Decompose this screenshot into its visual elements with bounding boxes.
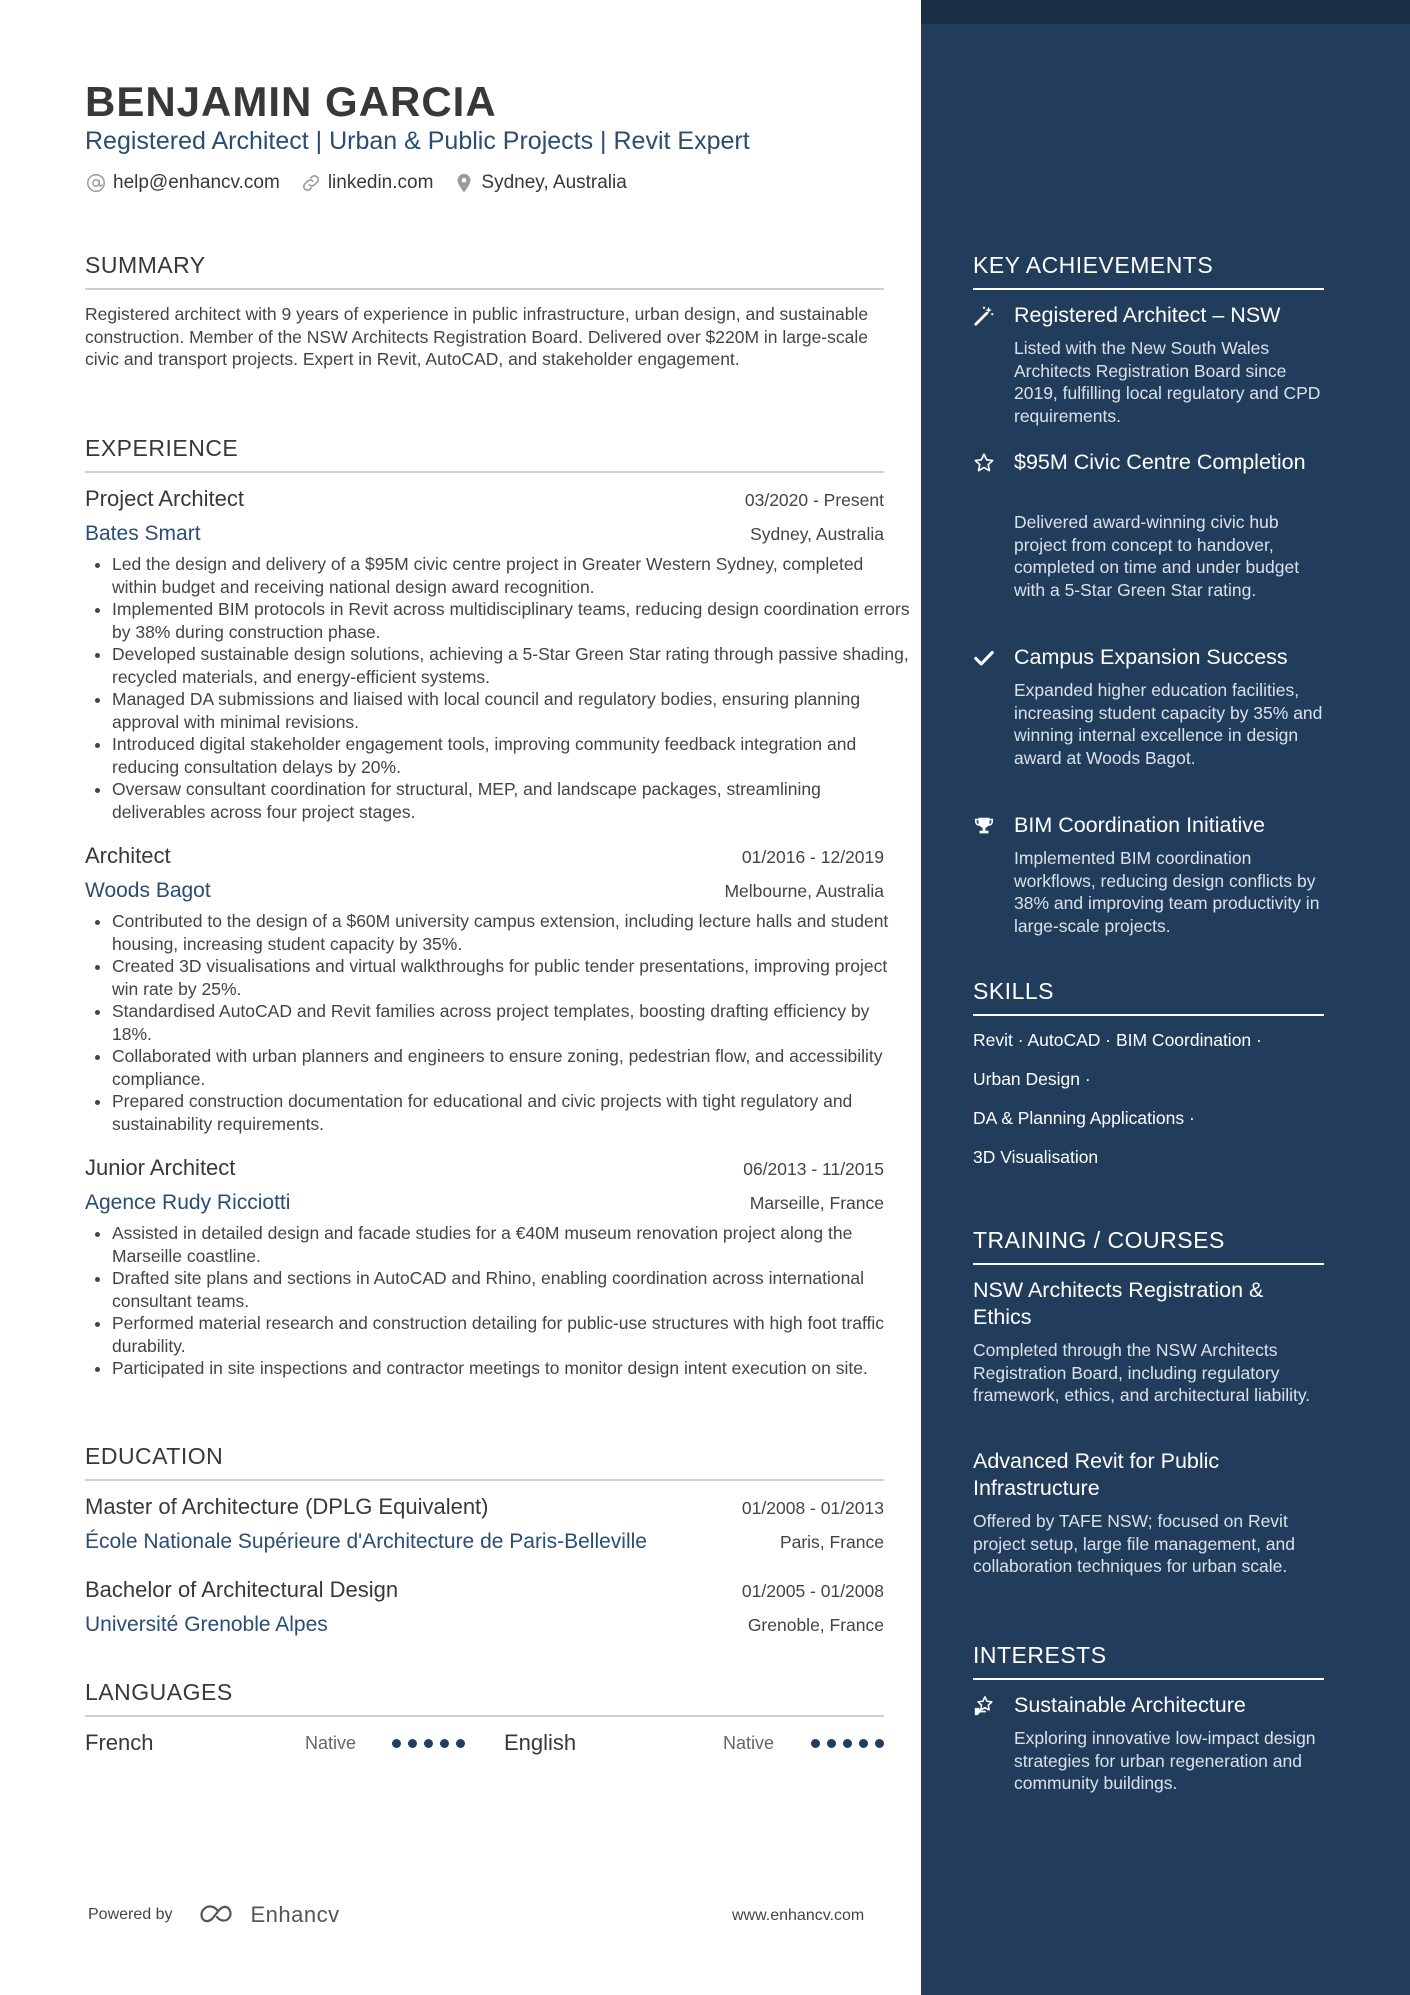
job-location: Marseille, France bbox=[749, 1193, 884, 1213]
skills-heading: SKILLS bbox=[973, 978, 1324, 1016]
brand-name: Enhancv bbox=[250, 1902, 340, 1927]
list-item: • Oversaw consultant coordination for structural, MEP, and landscape packages, streamlining deliverables across four project stages. bbox=[112, 778, 911, 823]
degree-dates: 01/2008 - 01/2013 bbox=[741, 1498, 884, 1518]
star-outline-icon bbox=[973, 452, 995, 474]
achievement-title: Campus Expansion Success bbox=[1014, 645, 1288, 669]
interests-heading: INTERESTS bbox=[973, 1642, 1324, 1680]
email-text: help@enhancv.com bbox=[113, 172, 280, 193]
language-level: Native bbox=[723, 1733, 775, 1753]
job-title: Junior Architect bbox=[85, 1155, 236, 1180]
rating-dot bbox=[440, 1739, 449, 1748]
education-header bbox=[85, 1494, 884, 1520]
language-name: French bbox=[85, 1730, 154, 1755]
contact-bar bbox=[85, 172, 627, 194]
education-heading: EDUCATION bbox=[85, 1443, 884, 1481]
list-item: • Performed material research and construction detailing for public-use structures with high foot traffic durability. bbox=[112, 1312, 911, 1357]
powered-by-text: Powered by bbox=[88, 1906, 173, 1923]
list-item: • Introduced digital stakeholder engagement tools, improving community feedback integration and reducing consultation delays by 20%. bbox=[112, 733, 911, 778]
degree-dates: 01/2005 - 01/2008 bbox=[741, 1581, 884, 1601]
achievement-title: Registered Architect – NSW bbox=[1014, 303, 1281, 327]
language-rating bbox=[392, 1739, 465, 1748]
achievement-title: $95M Civic Centre Completion bbox=[1014, 450, 1306, 474]
training-heading: TRAINING / COURSES bbox=[973, 1227, 1324, 1265]
degree-title: Master of Architecture (DPLG Equivalent) bbox=[85, 1494, 489, 1519]
job-title: Project Architect bbox=[85, 486, 244, 511]
school-location: Grenoble, France bbox=[747, 1615, 884, 1635]
achievement-desc: Implemented BIM coordination workflows, reducing design conflicts by 38% and improving team productivity in large-scale projects. bbox=[1014, 848, 1320, 936]
job-dates: 06/2013 - 11/2015 bbox=[743, 1159, 884, 1179]
rating-dot bbox=[456, 1739, 465, 1748]
candidate-tagline: Registered Architect | Urban & Public Projects | Revit Expert bbox=[85, 127, 750, 155]
list-item: • Prepared construction documentation for educational and civic projects with tight regulatory and sustainability requirements. bbox=[112, 1090, 911, 1135]
rating-dot bbox=[843, 1739, 852, 1748]
achievement-desc: Expanded higher education facilities, increasing student capacity by 35% and winning internal excellence in design award at Woods Bagot. bbox=[1014, 680, 1323, 768]
language-item bbox=[85, 1730, 153, 1756]
contact-linkedin[interactable] bbox=[300, 172, 434, 194]
language-level: Native bbox=[305, 1733, 357, 1753]
link-icon bbox=[300, 172, 322, 194]
job-header bbox=[85, 1155, 884, 1181]
rating-dot bbox=[875, 1739, 884, 1748]
sidebar-top-bar bbox=[921, 0, 1410, 24]
job-bullets bbox=[85, 553, 911, 823]
degree-title: Bachelor of Architectural Design bbox=[85, 1577, 399, 1602]
list-item: • Led the design and delivery of a $95M civic centre project in Greater Western Sydney, completed within budget and receiving national design award recognition. bbox=[112, 553, 911, 598]
rating-dot bbox=[827, 1739, 836, 1748]
list-item: • Managed DA submissions and liaised with local council and regulatory bodies, ensuring planning approval with minimal revisions. bbox=[112, 688, 911, 733]
list-item: • Standardised AutoCAD and Revit families across project templates, boosting drafting efficiency by 18%. bbox=[112, 1000, 911, 1045]
education-school-row bbox=[85, 1613, 884, 1637]
rating-dot bbox=[859, 1739, 868, 1748]
trophy-icon bbox=[973, 815, 995, 837]
summary-heading: SUMMARY bbox=[85, 252, 884, 290]
job-location: Sydney, Australia bbox=[750, 524, 884, 544]
rating-dots bbox=[392, 1739, 465, 1748]
interest-title: Sustainable Architecture bbox=[1014, 1693, 1246, 1717]
rating-dot bbox=[408, 1739, 417, 1748]
star-hand-icon bbox=[973, 1695, 995, 1717]
rating-dot bbox=[424, 1739, 433, 1748]
achievements-heading: KEY ACHIEVEMENTS bbox=[973, 252, 1324, 290]
location-text: Sydney, Australia bbox=[481, 172, 627, 193]
list-item: • Implemented BIM protocols in Revit across multidisciplinary teams, reducing design coordination errors by 38% during construction phase. bbox=[112, 598, 911, 643]
job-dates: 03/2020 - Present bbox=[744, 490, 884, 510]
enhancv-logo-icon bbox=[197, 1902, 243, 1928]
location-pin-icon bbox=[453, 172, 475, 194]
rating-dots bbox=[811, 1739, 884, 1748]
footer bbox=[88, 1902, 340, 1928]
school-name: École Nationale Supérieure d'Architecture de Paris-Belleville bbox=[85, 1530, 647, 1553]
language-name: English bbox=[504, 1730, 577, 1755]
job-company-row bbox=[85, 1191, 884, 1215]
job-location: Melbourne, Australia bbox=[724, 881, 884, 901]
course-title: Advanced Revit for Public Infrastructure bbox=[973, 1449, 1220, 1500]
job-header bbox=[85, 843, 884, 869]
contact-email[interactable] bbox=[85, 172, 280, 194]
languages-heading: LANGUAGES bbox=[85, 1679, 884, 1717]
rating-dot bbox=[392, 1739, 401, 1748]
language-item bbox=[504, 1730, 576, 1756]
experience-heading: EXPERIENCE bbox=[85, 435, 884, 473]
linkedin-text: linkedin.com bbox=[327, 172, 434, 193]
job-bullets bbox=[85, 910, 911, 1135]
list-item: • Collaborated with urban planners and engineers to ensure zoning, pedestrian flow, and accessibility compliance. bbox=[112, 1045, 911, 1090]
course-desc: Offered by TAFE NSW; focused on Revit project setup, large file management, and collaboration techniques for urban scale. bbox=[973, 1511, 1295, 1576]
job-dates: 01/2016 - 12/2019 bbox=[741, 847, 884, 867]
education-school-row bbox=[85, 1530, 884, 1554]
rating-dot bbox=[811, 1739, 820, 1748]
achievement-desc: Delivered award-winning civic hub project from concept to handover, completed on time and under budget with a 5-Star Green Star rating. bbox=[1014, 512, 1300, 600]
list-item: • Drafted site plans and sections in AutoCAD and Rhino, enabling coordination across international consultant teams. bbox=[112, 1267, 911, 1312]
skill-line: 3D Visualisation bbox=[973, 1147, 1099, 1167]
job-title: Architect bbox=[85, 843, 171, 868]
language-rating bbox=[811, 1739, 884, 1748]
job-company-row bbox=[85, 879, 884, 903]
language-level-wrap bbox=[723, 1733, 774, 1754]
course-desc: Completed through the NSW Architects Registration Board, including regulatory framework, ethics, and architectural liability. bbox=[973, 1340, 1311, 1405]
school-name: Université Grenoble Alpes bbox=[85, 1613, 328, 1636]
list-item: • Contributed to the design of a $60M university campus extension, including lecture halls and student housing, increasing student capacity by 35%. bbox=[112, 910, 911, 955]
job-company-row bbox=[85, 522, 884, 546]
skill-line: DA & Planning Applications · bbox=[973, 1108, 1195, 1128]
checkmark-icon bbox=[973, 647, 995, 669]
list-item: • Assisted in detailed design and facade studies for a €40M museum renovation project along the Marseille coastline. bbox=[112, 1222, 911, 1267]
achievement-title: BIM Coordination Initiative bbox=[1014, 813, 1265, 837]
language-level-wrap bbox=[305, 1733, 356, 1754]
skill-line: Revit · AutoCAD · BIM Coordination · bbox=[973, 1030, 1262, 1050]
school-location: Paris, France bbox=[779, 1532, 884, 1552]
brand-logo[interactable] bbox=[197, 1902, 340, 1928]
achievement-desc: Listed with the New South Wales Architects Registration Board since 2019, fulfilling local regulatory and CPD requirements. bbox=[1014, 338, 1321, 426]
interest-desc: Exploring innovative low-impact design strategies for urban regeneration and community buildings. bbox=[1014, 1728, 1316, 1793]
job-company: Agence Rudy Ricciotti bbox=[85, 1191, 291, 1214]
at-icon bbox=[85, 172, 107, 194]
languages-row bbox=[85, 1730, 884, 1760]
skill-line: Urban Design · bbox=[973, 1069, 1091, 1089]
job-header bbox=[85, 486, 884, 512]
course-title: NSW Architects Registration & Ethics bbox=[973, 1278, 1264, 1329]
list-item: • Participated in site inspections and contractor meetings to monitor design intent execution on site. bbox=[112, 1357, 911, 1380]
list-item: • Created 3D visualisations and virtual walkthroughs for public tender presentations, improving project win rate by 25%. bbox=[112, 955, 911, 1000]
job-bullets bbox=[85, 1222, 911, 1380]
job-company: Bates Smart bbox=[85, 522, 201, 545]
summary-text: Registered architect with 9 years of experience in public infrastructure, urban design, and sustainable construction. Member of the NSW Architects Registration Board. Delivered over $220M in large-scale civic and transport projects. Expert in Revit, AutoCAD, and stakeholder engagement. bbox=[85, 304, 869, 369]
candidate-name: BENJAMIN GARCIA bbox=[85, 78, 497, 125]
education-header bbox=[85, 1577, 884, 1603]
footer-website[interactable]: www.enhancv.com bbox=[732, 1907, 865, 1924]
magic-wand-icon bbox=[973, 305, 995, 327]
contact-location bbox=[453, 172, 626, 194]
list-item: • Developed sustainable design solutions, achieving a 5-Star Green Star rating through passive shading, recycled materials, and energy-efficient systems. bbox=[112, 643, 911, 688]
job-company: Woods Bagot bbox=[85, 879, 211, 902]
